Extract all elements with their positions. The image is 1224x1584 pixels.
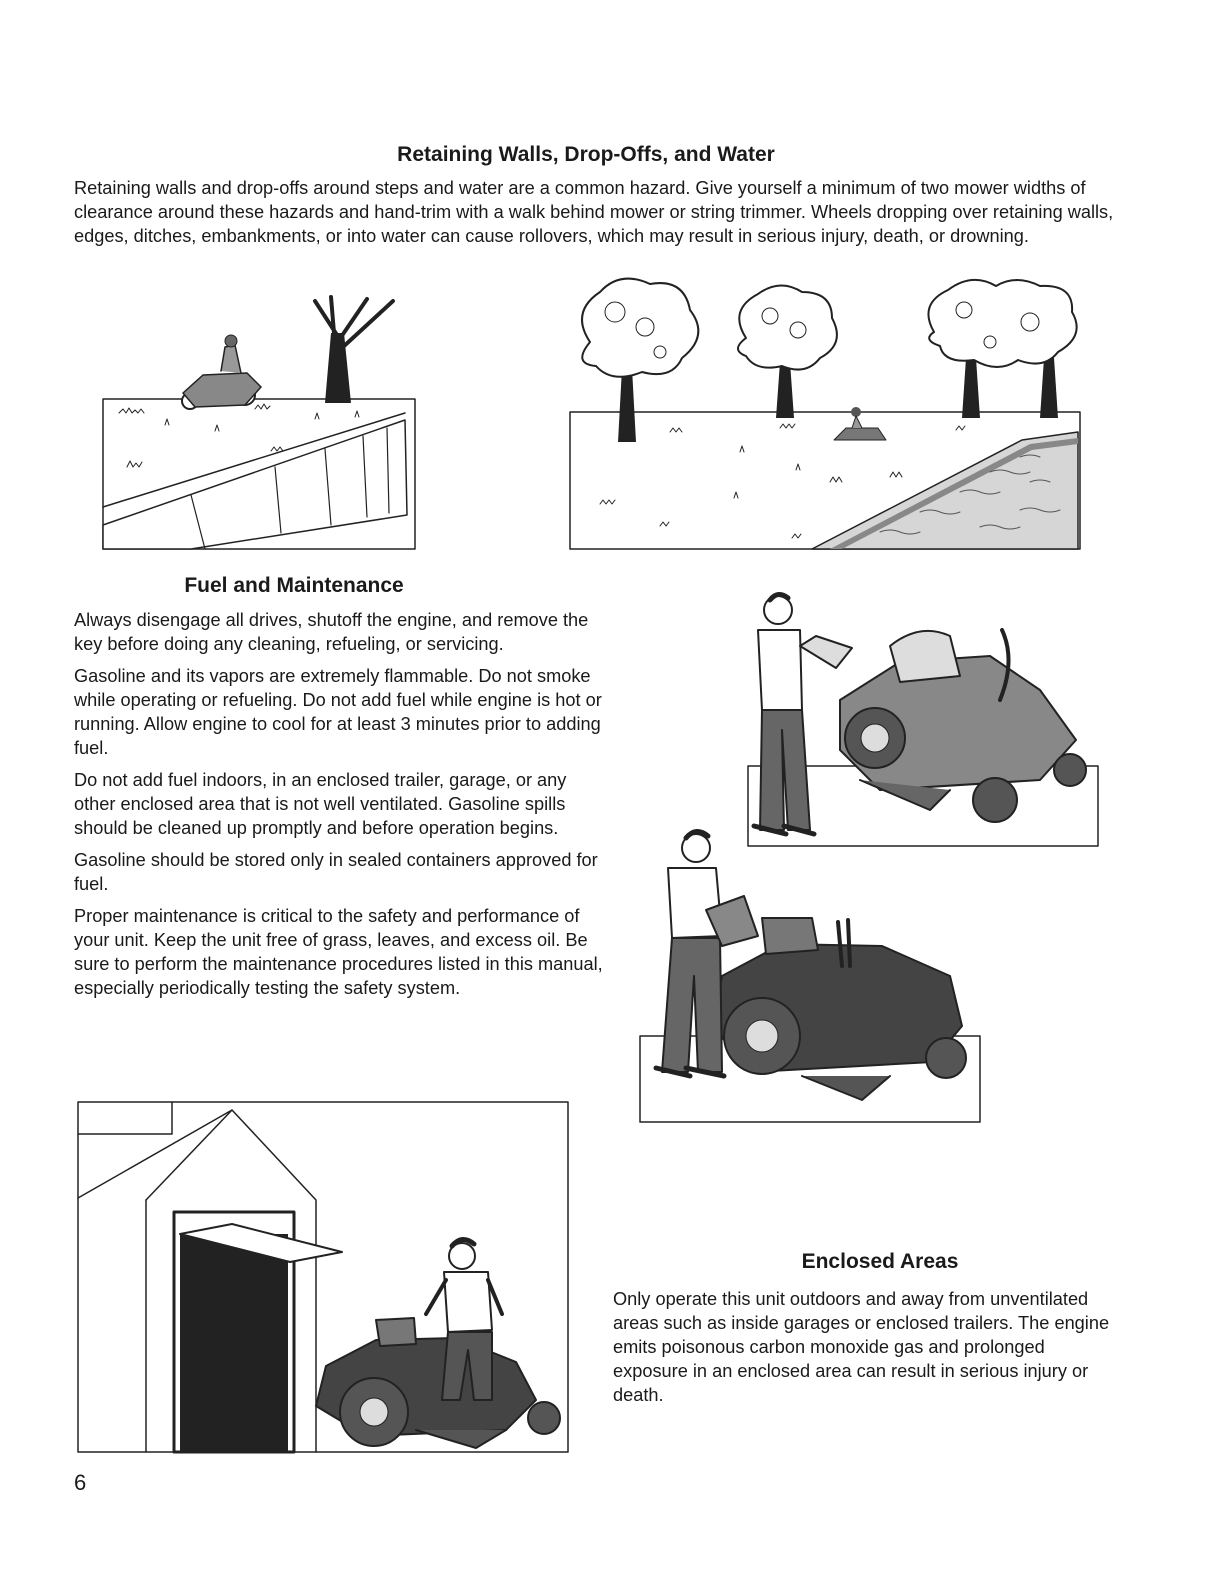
mower-icon (182, 335, 261, 409)
garage-enclosed-area-illustration (76, 1100, 576, 1460)
enclosed-areas-paragraph: Only operate this unit outdoors and away from unventilated areas such as inside garages or enclosed trailers. The engine emits poisonous carbon monoxide gas and prolonged exposure in an enclosed area can result in serious injury or death. (613, 1289, 1110, 1405)
tree-icon (928, 280, 1076, 418)
section-heading-retaining-walls: Retaining Walls, Drop-Offs, and Water (397, 143, 775, 166)
retaining-wall-illustration (95, 295, 425, 555)
operator-reading-manual-illustration (740, 590, 1100, 850)
fuel-paragraph: Always disengage all drives, shutoff the engine, and remove the key before doing any cleaning, refueling, or servicing. (74, 610, 589, 654)
fuel-paragraph: Proper maintenance is critical to the safety and performance of your unit. Keep the unit free of grass, leaves, and excess oil. Be sure to perform the maintenance procedures listed in this manual, especially periodically testing the safety system. (74, 906, 603, 998)
refueling-illustration (632, 826, 982, 1126)
fuel-maintenance-body (74, 608, 604, 1008)
retaining-walls-paragraph: Retaining walls and drop-offs around steps and water are a common hazard. Give yourself a minimum of two mower widths of clearance around these hazards and hand-trim with a walk behind mower or string trimmer. Wheels dropping over retaining walls, edges, ditches, embankments, or into water can cause rollovers, which may result in serious injury, death, or drowning. (74, 178, 1114, 246)
section-heading-enclosed-areas: Enclosed Areas (801, 1250, 959, 1273)
fuel-paragraph: Gasoline should be stored only in sealed containers approved for fuel. (74, 850, 598, 894)
section-heading-fuel-maintenance: Fuel and Maintenance (184, 574, 404, 597)
page-number: 6 (74, 1470, 87, 1495)
water-hazard-illustration (560, 272, 1080, 552)
tree-icon (738, 285, 837, 418)
fuel-paragraph: Gasoline and its vapors are extremely flammable. Do not smoke while operating or refueling. Do not add fuel while engine is hot or running. Allow engine to cool for at least 3 minutes prior to adding fuel. (74, 666, 602, 758)
fuel-paragraph: Do not add fuel indoors, in an enclosed trailer, garage, or any other enclosed area that is not well ventilated. Gasoline spills should be cleaned up promptly and before operation begins. (74, 770, 567, 838)
